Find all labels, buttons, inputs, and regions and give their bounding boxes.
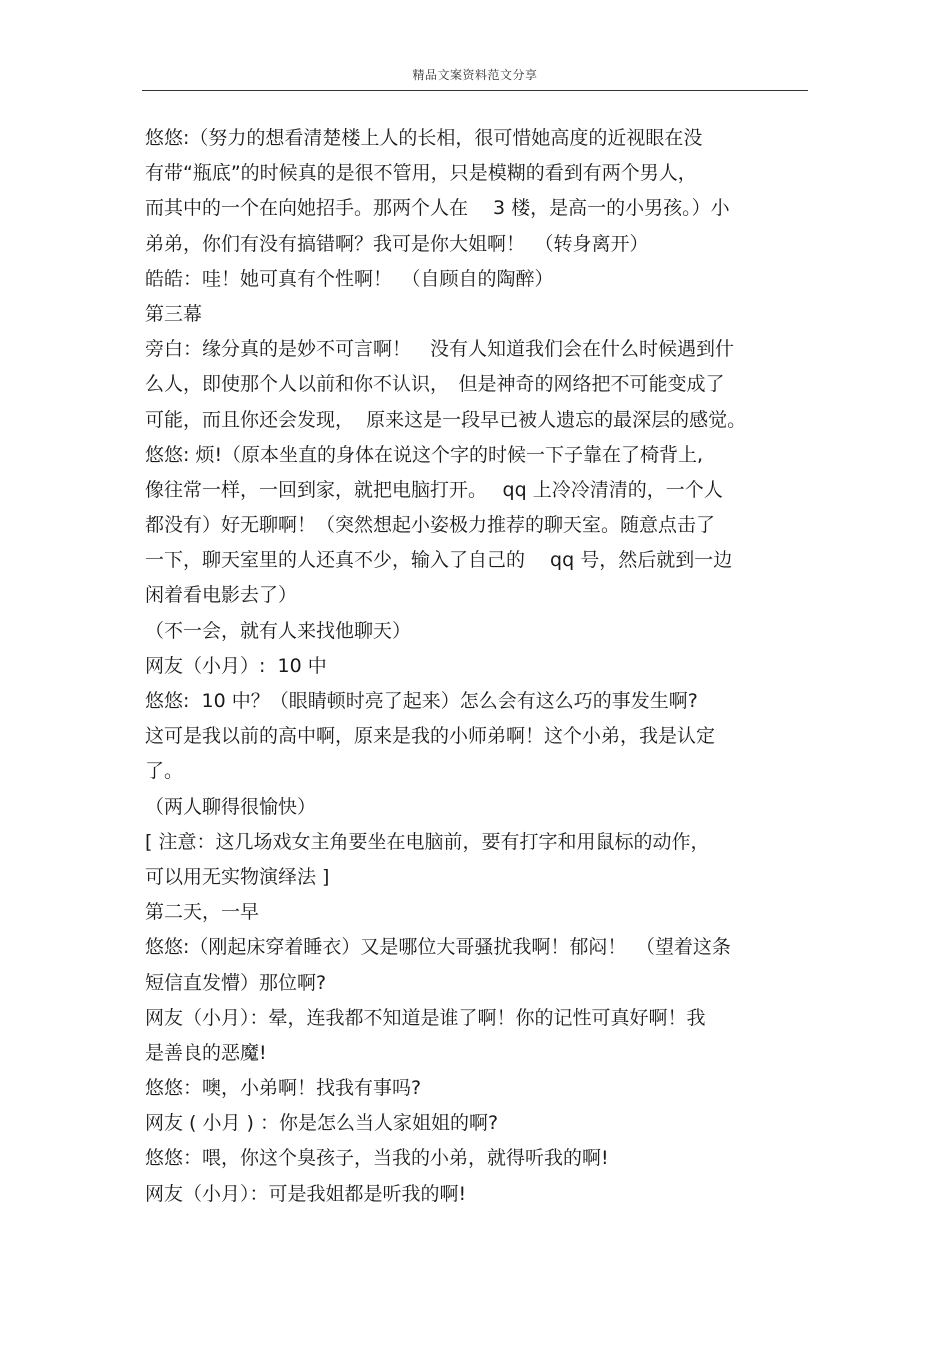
- text-line: 网友（小月）：晕，连我都不知道是谁了啊！你的记性可真好啊！我: [145, 1006, 706, 1029]
- text-line: 弟弟，你们有没有搞错啊？我可是你大姐啊！ （转身离开）: [145, 232, 649, 255]
- text-line: 皓皓：哇！她可真有个性啊！ （自顾自的陶醉）: [145, 267, 554, 290]
- page-header: 精品文案资料范文分享: [412, 68, 538, 82]
- scene-heading: 第三幕: [145, 302, 203, 325]
- text-line: 么人，即使那个人以前和你不认识， 但是神奇的网络把不可能变成了: [145, 373, 725, 396]
- scene-heading: 第二天，一早: [145, 901, 260, 924]
- text-line: 悠悠：噢，小弟啊！找我有事吗?: [145, 1077, 422, 1100]
- text-line: 悠悠: 烦!（原本坐直的身体在说这个字的时候一下子靠在了椅背上,: [145, 443, 704, 466]
- stage-direction: （不一会，就有人来找他聊天）: [145, 619, 412, 642]
- text-line: 可能，而且你还会发现， 原来这是一段早已被人遗忘的最深层的感觉。: [145, 408, 747, 431]
- note-line: [ 注意：这几场戏女主角要坐在电脑前，要有打字和用鼠标的动作，: [145, 830, 710, 853]
- text-line: 网友 ( 小月 ) ：你是怎么当人家姐姐的啊?: [145, 1112, 499, 1135]
- text-line: 有带“瓶底”的时候真的是很不管用，只是模糊的看到有两个男人，: [145, 162, 697, 185]
- text-line: 这可是我以前的高中啊，原来是我的小师弟啊！这个小弟，我是认定: [145, 725, 716, 748]
- text-line: 网友（小月）：可是我姐都是听我的啊!: [145, 1182, 467, 1205]
- text-line: 悠悠:（刚起床穿着睡衣）又是哪位大哥骚扰我啊！郁闷！ （望着这条: [145, 936, 731, 959]
- header-divider: [142, 90, 808, 91]
- text-line: 网友（小月）: 10 中: [145, 654, 327, 677]
- text-line: 悠悠:（努力的想看清楚楼上人的长相，很可惜她高度的近视眼在没: [145, 127, 703, 149]
- text-line: 是善良的恶魔!: [145, 1041, 267, 1064]
- text-line: 旁白：缘分真的是妙不可言啊！ 没有人知道我们会在什么时候遇到什: [145, 338, 735, 361]
- stage-direction: （两人聊得很愉快）: [145, 795, 317, 818]
- script-body: [145, 121, 815, 1212]
- text-line: 闲着看电影去了）: [145, 584, 298, 607]
- text-line: 悠悠：喂，你这个臭孩子，当我的小弟，就得听我的啊!: [145, 1147, 609, 1170]
- text-line: 一下，聊天室里的人还真不少，输入了自己的 qq 号，然后就到一边: [145, 549, 733, 572]
- text-line: 都没有）好无聊啊！（突然想起小姿极力推荐的聊天室。随意点击了: [145, 514, 716, 537]
- text-line: 了。: [145, 760, 184, 783]
- text-line: 像往常一样，一回到家，就把电脑打开。 qq 上冷冷清清的，一个人: [145, 478, 723, 501]
- text-line: 短信直发懵）那位啊?: [145, 971, 327, 994]
- note-line: 可以用无实物演绎法 ]: [145, 865, 330, 888]
- text-line: 悠悠: 10 中？（眼睛顿时亮了起来）怎么会有这么巧的事发生啊?: [145, 690, 698, 712]
- text-line: 而其中的一个在向她招手。那两个人在 3 楼，是高一的小男孩。）小: [145, 197, 730, 220]
